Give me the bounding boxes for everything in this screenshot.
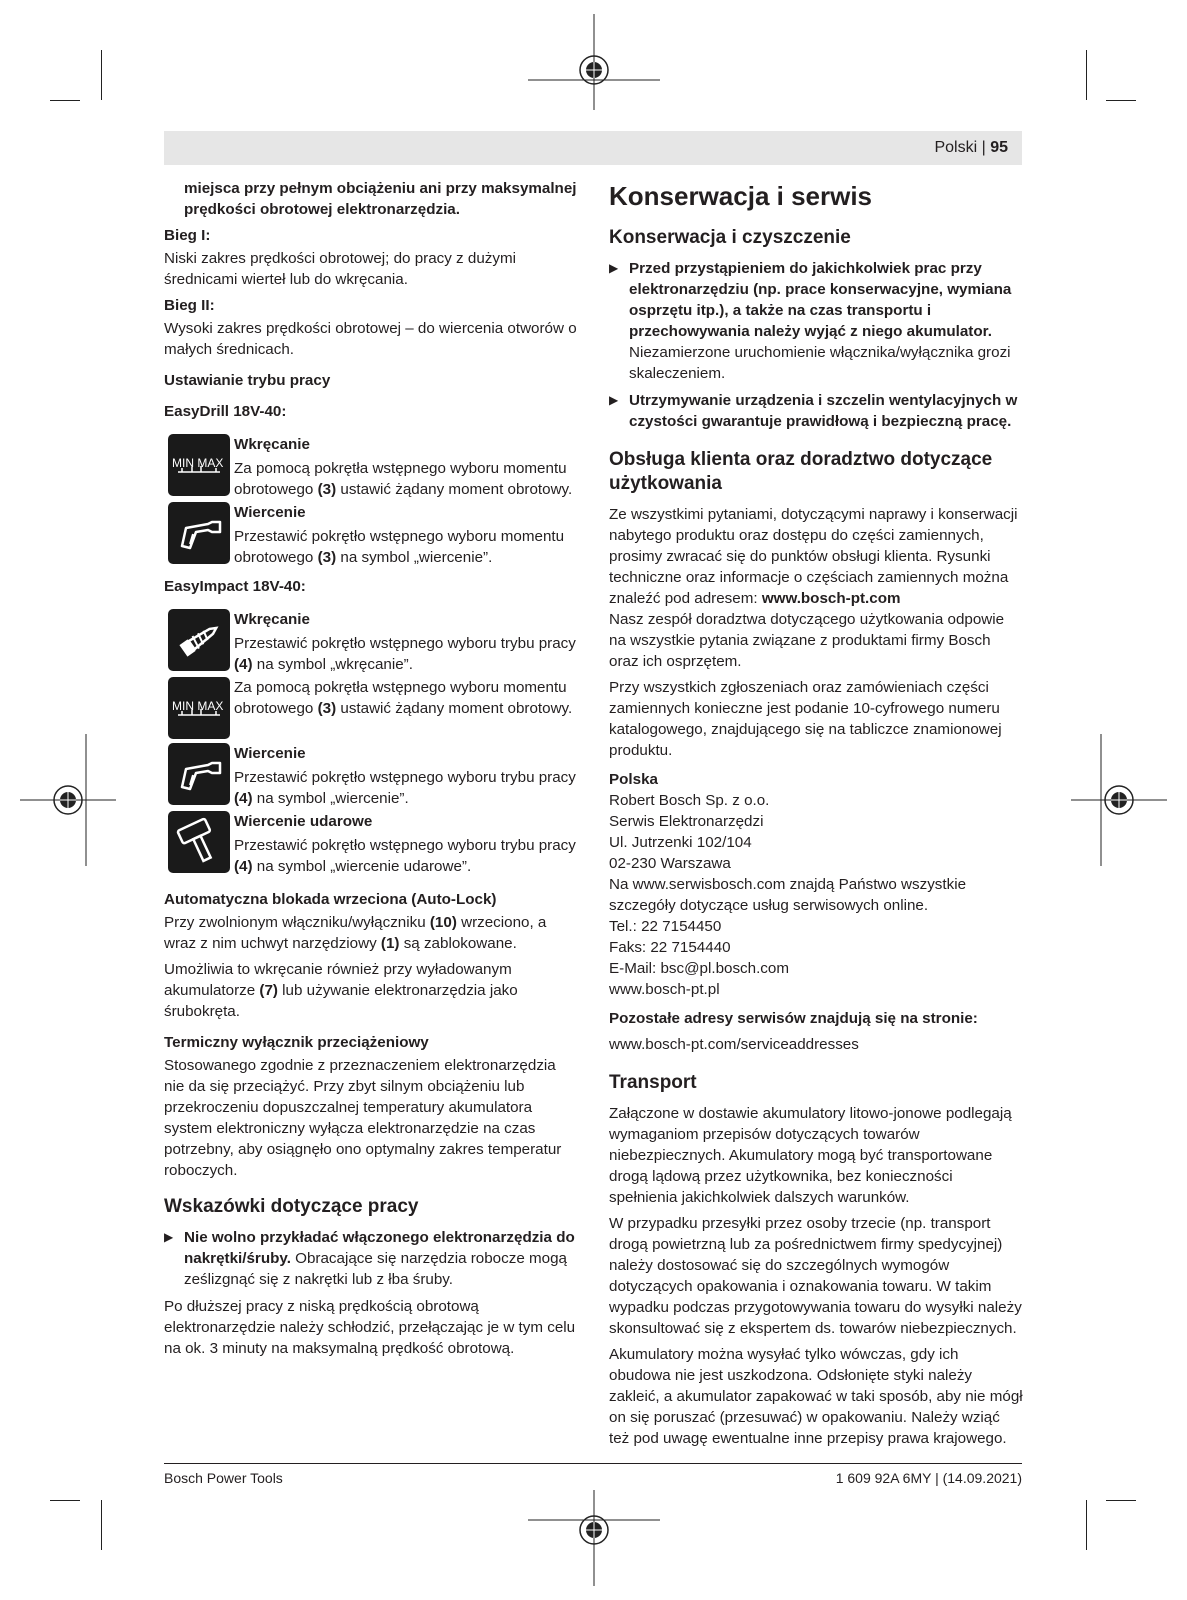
minmax-icon bbox=[168, 677, 230, 739]
mode-item bbox=[164, 434, 578, 500]
text: na symbol „wkręcanie”. bbox=[252, 656, 413, 673]
service-link[interactable]: www.bosch-pt.com bbox=[761, 590, 901, 607]
bullet-arrow-icon: ▶ bbox=[609, 393, 619, 407]
bullet-arrow-icon: ▶ bbox=[164, 1230, 174, 1244]
mode-item-text bbox=[234, 434, 578, 500]
mode-item bbox=[164, 502, 578, 568]
registration-mark-left bbox=[20, 734, 116, 866]
address-line: E-Mail: bsc@pl.bosch.com bbox=[609, 960, 790, 977]
address-block bbox=[609, 790, 1023, 1000]
text: Przestawić pokrętło wstępnego wyboru trybu pracy bbox=[234, 837, 576, 854]
tips-bullet bbox=[164, 1227, 578, 1290]
crop-mark bbox=[101, 1500, 102, 1550]
easyimpact-heading: EasyImpact 18V-40: bbox=[164, 578, 306, 595]
crop-mark bbox=[1106, 1500, 1136, 1501]
ref: (4) bbox=[234, 790, 253, 807]
crop-mark bbox=[101, 50, 102, 100]
bullet-bold: Przed przystąpieniem do jakichkolwiek prac przy elektronarzędziu (np. prace konserwacyjne, wymiana osprzętu itp.), a także na czas transportu i przechowywania należy wyjąć z niego akumulator. bbox=[629, 260, 1012, 340]
mode-description bbox=[234, 526, 578, 568]
mode-title: Wiercenie udarowe bbox=[234, 813, 373, 830]
autolock-paragraph-2 bbox=[164, 959, 578, 1022]
mode-description bbox=[234, 767, 578, 809]
header-language: Polski bbox=[934, 139, 978, 156]
text: Ze wszystkimi pytaniami, dotyczącymi naprawy i konserwacji nabytego produktu oraz dostępu do części zamiennych, prosimy zwracać się do punktów obsługi klienta. Rysunki techniczne oraz informacje o częściach zamiennych można znaleźć pod adresem: bbox=[609, 506, 1018, 607]
mode-item bbox=[164, 609, 578, 675]
address-line: 02-230 Warszawa bbox=[609, 855, 731, 872]
easyimpact-list bbox=[164, 609, 578, 877]
hammer-icon bbox=[168, 811, 230, 873]
autolock-heading: Automatyczna blokada wrzeciona (Auto-Lock) bbox=[164, 891, 497, 908]
registration-mark-right bbox=[1071, 734, 1167, 866]
screw-icon bbox=[168, 609, 230, 671]
address-line: Faks: 22 7154440 bbox=[609, 939, 731, 956]
minmax-icon bbox=[168, 434, 230, 496]
mode-title: Wiercenie bbox=[234, 504, 306, 521]
text: wrzeciono, a wraz z nim uchwyt narzędziowy bbox=[164, 914, 547, 952]
icon-label: MIN MAX bbox=[172, 699, 224, 713]
header-separator: | bbox=[981, 139, 986, 156]
text: Przy zwolnionym włączniku/wyłączniku bbox=[164, 914, 430, 931]
ref: (3) bbox=[317, 549, 337, 566]
crop-mark bbox=[1086, 1500, 1087, 1550]
mode-item bbox=[164, 677, 578, 741]
maintenance-bullet-1 bbox=[609, 258, 1023, 384]
bullet-bold: Nie wolno przykładać włączonego elektronarzędzia do nakrętki/śruby. bbox=[184, 1229, 575, 1267]
icon-label: MIN MAX bbox=[172, 456, 224, 470]
right-column bbox=[609, 178, 1023, 1454]
ref: (7) bbox=[259, 982, 278, 999]
transport-paragraph-1: Załączone w dostawie akumulatory litowo-jonowe podlegają wymaganiom przepisów dotyczących towarów niebezpiecznych. Akumulatory mogą być transportowane drogą lądową przez użytkownika, bez konieczności spełnienia jakichkolwiek dalszych warunków. bbox=[609, 1105, 1012, 1206]
easydrill-heading: EasyDrill 18V-40: bbox=[164, 403, 287, 420]
mode-item-text bbox=[234, 502, 578, 568]
crop-mark bbox=[50, 1500, 80, 1501]
gear1-text: Niski zakres prędkości obrotowej; do pracy z dużymi średnicami wierteł lub do wkręcania. bbox=[164, 250, 516, 288]
registration-mark-bottom bbox=[528, 1490, 660, 1586]
maintenance-heading: Konserwacja i czyszczenie bbox=[609, 227, 851, 248]
bullet-bold: Utrzymywanie urządzenia i szczelin wentylacyjnych w czystości gwarantuje prawidłową i bezpieczną pracę. bbox=[629, 392, 1018, 430]
text: Przestawić pokrętło wstępnego wyboru momentu obrotowego bbox=[234, 528, 565, 566]
other-addresses-url[interactable]: www.bosch-pt.com/serviceaddresses bbox=[609, 1036, 859, 1053]
text: ustawić żądany moment obrotowy. bbox=[336, 700, 573, 717]
maintenance-bullet-2 bbox=[609, 390, 1023, 432]
tips-paragraph: Po dłuższej pracy z niską prędkością obrotową elektronarzędzie należy schłodzić, przełączając je w tym celu na ok. 3 minuty na maksymalną prędkość obrotową. bbox=[164, 1298, 576, 1357]
page-number: 95 bbox=[990, 139, 1008, 156]
mode-item-text bbox=[234, 743, 578, 809]
address-line: Ul. Jutrzenki 102/104 bbox=[609, 834, 752, 851]
text: Umożliwia to wkręcanie również przy wyładowanym akumulatorze bbox=[164, 961, 512, 999]
mode-item-text bbox=[234, 609, 578, 675]
text: na symbol „wiercenie”. bbox=[252, 790, 409, 807]
footer-doc-number: 1 609 92A 6MY | (14.09.2021) bbox=[835, 1470, 1022, 1486]
autolock-paragraph-1 bbox=[164, 912, 578, 954]
bullet-text: Niezamierzone uruchomienie włącznika/wyłącznika grozi skaleczeniem. bbox=[629, 344, 1011, 382]
address-line: Robert Bosch Sp. z o.o. bbox=[609, 792, 770, 809]
text: są zablokowane. bbox=[399, 935, 517, 952]
bullet-text: Obracające się narzędzia robocze mogą ześlizgnąć się z nakrętki lub z łba śruby. bbox=[184, 1250, 567, 1288]
address-line: www.bosch-pt.pl bbox=[609, 981, 720, 998]
header-text bbox=[934, 139, 1008, 157]
drill-icon bbox=[168, 743, 230, 805]
text: Za pomocą pokrętła wstępnego wyboru momentu obrotowego bbox=[234, 460, 567, 498]
left-column bbox=[164, 178, 578, 1364]
address-line: Tel.: 22 7154450 bbox=[609, 918, 722, 935]
registration-mark-top bbox=[528, 14, 660, 110]
mode-title: Wiercenie bbox=[234, 745, 306, 762]
transport-heading: Transport bbox=[609, 1072, 697, 1093]
gear2-label: Bieg II: bbox=[164, 297, 215, 314]
text: Przestawić pokrętło wstępnego wyboru trybu pracy bbox=[234, 635, 576, 652]
mode-item bbox=[164, 743, 578, 809]
page-header bbox=[164, 131, 1022, 165]
tips-heading: Wskazówki dotyczące pracy bbox=[164, 1196, 419, 1217]
text: Przestawić pokrętło wstępnego wyboru trybu pracy bbox=[234, 769, 576, 786]
crop-mark bbox=[1106, 100, 1136, 101]
ref: (10) bbox=[429, 914, 457, 931]
ref: (3) bbox=[317, 481, 337, 498]
ref: (3) bbox=[317, 700, 337, 717]
text: na symbol „wiercenie udarowe”. bbox=[252, 858, 472, 875]
thermal-heading: Termiczny wyłącznik przeciążeniowy bbox=[164, 1034, 429, 1051]
mode-description bbox=[234, 677, 578, 719]
ref: (4) bbox=[234, 858, 253, 875]
intro-warning: miejsca przy pełnym obciążeniu ani przy maksymalnej prędkości obrotowej elektronarzędzia. bbox=[184, 180, 577, 218]
easydrill-list bbox=[164, 434, 578, 568]
service-paragraph-2: Przy wszystkich zgłoszeniach oraz zamówieniach części zamiennych konieczne jest podanie 10-cyfrowego numeru katalogowego, znajdującego się na tabliczce znamionowej produktu. bbox=[609, 679, 1002, 759]
mode-title: Wkręcanie bbox=[234, 436, 310, 453]
other-addresses-heading: Pozostałe adresy serwisów znajdują się na stronie: bbox=[609, 1010, 978, 1027]
service-heading: Obsługa klienta oraz doradztwo dotyczące użytkowania bbox=[609, 449, 993, 494]
mode-description bbox=[234, 633, 578, 675]
crop-mark bbox=[1086, 50, 1087, 100]
footer-rule bbox=[164, 1463, 1022, 1464]
gear1-label: Bieg I: bbox=[164, 227, 211, 244]
mode-heading: Ustawianie trybu pracy bbox=[164, 372, 331, 389]
service-paragraph-1b: Nasz zespół doradztwa dotyczącego użytkowania odpowie na wszystkie pytania związane z produktami firmy Bosch oraz ich osprzętem. bbox=[609, 611, 1005, 670]
ref: (4) bbox=[234, 656, 253, 673]
address-line: Serwis Elektronarzędzi bbox=[609, 813, 764, 830]
service-paragraph-1 bbox=[609, 504, 1023, 609]
crop-mark bbox=[50, 100, 80, 101]
mode-description bbox=[234, 835, 578, 877]
text: na symbol „wiercenie”. bbox=[336, 549, 493, 566]
footer-brand: Bosch Power Tools bbox=[164, 1470, 283, 1486]
bullet-arrow-icon: ▶ bbox=[609, 261, 619, 275]
drill-icon bbox=[168, 502, 230, 564]
country-heading: Polska bbox=[609, 771, 658, 788]
address-line: Na www.serwisbosch.com znajdą Państwo wszystkie szczegóły dotyczące usług serwisowych online. bbox=[609, 876, 967, 914]
mode-item-text bbox=[234, 677, 578, 719]
transport-paragraph-2: W przypadku przesyłki przez osoby trzecie (np. transport drogą powietrzną lub za pośrednictwem firmy spedycyjnej) należy dostosować się do szczególnych wymogów dotyczących opakowania i oznakowania towaru. W takim wypadku podczas przygotowywania towaru do wysyłki należy skonsultować się z ekspertem ds. towarów niebezpiecznych. bbox=[609, 1215, 1022, 1337]
section-title: Konserwacja i serwis bbox=[609, 181, 873, 211]
mode-description bbox=[234, 458, 578, 500]
mode-title: Wkręcanie bbox=[234, 611, 310, 628]
mode-item bbox=[164, 811, 578, 877]
gear2-text: Wysoki zakres prędkości obrotowej – do wiercenia otworów o małych średnicach. bbox=[164, 320, 577, 358]
transport-paragraph-3: Akumulatory można wysyłać tylko wówczas, gdy ich obudowa nie jest uszkodzona. Odsłonięte styki należy zakleić, a akumulator zapakować w taki sposób, aby nie mógł on się poruszać (przesuwać) w opakowaniu. Należy wziąć też pod uwagę ewentualne inne przepisy prawa krajowego. bbox=[609, 1346, 1023, 1447]
text: lub używanie elektronarzędzia jako śrubokręta. bbox=[164, 982, 518, 1020]
text: Za pomocą pokrętła wstępnego wyboru momentu obrotowego bbox=[234, 679, 567, 717]
ref: (1) bbox=[380, 935, 400, 952]
thermal-text: Stosowanego zgodnie z przeznaczeniem elektronarzędzia nie da się przeciążyć. Przy zbyt silnym obciążeniu lub przekroczeniu dopuszczalnej temperatury akumulatora system elektroniczny wyłącza elektronarzędzie na czas potrzebny, aby osiągnęło ono optymalny zakres temperatur roboczych. bbox=[164, 1057, 562, 1179]
mode-item-text bbox=[234, 811, 578, 877]
text: ustawić żądany moment obrotowy. bbox=[336, 481, 573, 498]
